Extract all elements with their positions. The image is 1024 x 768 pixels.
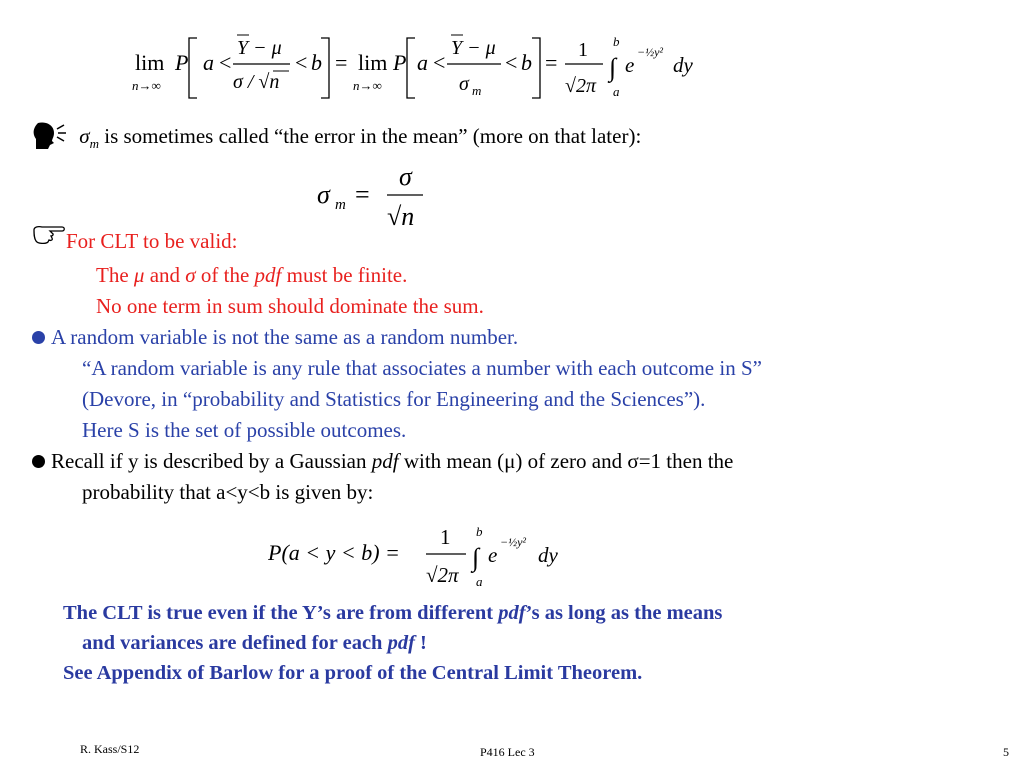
here-s-line: Here S is the set of possible outcomes. bbox=[82, 418, 407, 442]
finite-mu: μ bbox=[133, 263, 145, 287]
recall-mu: μ bbox=[504, 449, 516, 473]
lim-subscript-2: n→∞ bbox=[353, 78, 382, 93]
clt-true-post: ’s as long as the means bbox=[525, 602, 723, 624]
pointing-hand-icon bbox=[32, 224, 66, 244]
finite-post: must be finite. bbox=[281, 263, 408, 287]
recall-line bbox=[32, 449, 733, 474]
recall-line-2: probability that a<y<b is given by: bbox=[82, 480, 374, 504]
sigma-symbol: σ bbox=[79, 124, 90, 148]
clt-true-line bbox=[63, 602, 722, 625]
gp-int-upper: b bbox=[476, 524, 483, 539]
finite-of: of the bbox=[195, 263, 255, 287]
a-var-2: a bbox=[417, 50, 428, 75]
recall-post: =1 then the bbox=[638, 449, 734, 473]
frac-sqrt2pi: √2π bbox=[565, 75, 596, 97]
recall-pdf: pdf bbox=[371, 449, 399, 473]
int-lower: a bbox=[613, 84, 620, 99]
finite-sigma: σ bbox=[185, 263, 196, 287]
clt-true-line-2 bbox=[82, 632, 427, 655]
integral-sign: ∫ bbox=[609, 53, 617, 82]
random-var-text: A random variable is not the same as a random number. bbox=[51, 325, 519, 349]
int-upper: b bbox=[613, 34, 620, 49]
num-expr-2: Y − μ bbox=[451, 37, 496, 59]
bullet-dot-black bbox=[32, 455, 45, 468]
b-var-2: b bbox=[521, 50, 532, 75]
footer-center: P416 Lec 3 bbox=[480, 745, 535, 759]
recall-sigma: σ bbox=[627, 449, 639, 473]
sigma-lhs-sub: m bbox=[335, 197, 346, 213]
frac-one: 1 bbox=[578, 39, 588, 61]
exponent: −½y² bbox=[637, 45, 664, 59]
sigma-num: σ bbox=[399, 163, 412, 191]
recall-pre: Recall if y is described by a Gaussian bbox=[51, 449, 372, 473]
prob-P: P bbox=[175, 50, 189, 75]
quote-line-1: “A random variable is any rule that associates a number with each outcome in S” bbox=[82, 356, 762, 380]
dy-term: dy bbox=[673, 53, 693, 77]
finite-line bbox=[96, 263, 407, 288]
clt-limit-equation bbox=[125, 32, 705, 104]
gp-integral-sign: ∫ bbox=[472, 543, 480, 572]
gp-frac-one: 1 bbox=[440, 525, 451, 549]
b-var: b bbox=[311, 50, 322, 75]
bullet-dot bbox=[32, 331, 45, 344]
clt-valid-line bbox=[32, 228, 238, 254]
equals-sign: = bbox=[335, 50, 348, 75]
eq-sign: = bbox=[355, 180, 370, 209]
a-var: a bbox=[203, 50, 214, 75]
sigma-subscript: m bbox=[89, 136, 99, 152]
recall-mid: with mean ( bbox=[398, 449, 505, 473]
footer-right: 5 bbox=[1003, 745, 1009, 759]
finite-and: and bbox=[144, 263, 186, 287]
sigma-m-equation bbox=[315, 163, 435, 233]
gp-int-lower: a bbox=[476, 574, 483, 589]
clt-valid-text: For CLT to be valid: bbox=[66, 229, 238, 253]
den-expr: σ / √n bbox=[233, 71, 280, 93]
lim-subscript: n→∞ bbox=[132, 78, 161, 93]
prob-lhs: P(a < y < b) = bbox=[268, 540, 400, 565]
appendix-line: See Appendix of Barlow for a proof of the Central Limit Theorem. bbox=[63, 662, 643, 684]
den-sigma-sub: m bbox=[472, 83, 482, 98]
num-expr: Y − μ bbox=[237, 37, 282, 59]
lim-label: lim bbox=[135, 50, 165, 75]
quote-line-2: (Devore, in “probability and Statistics for Engineering and the Sciences”). bbox=[82, 387, 706, 411]
gp-exp-e: e bbox=[488, 543, 498, 567]
clt-true-pre: The CLT is true even if the Y’s are from different bbox=[63, 602, 499, 624]
lt-sign-3: < bbox=[433, 50, 446, 75]
den-sigma: σ bbox=[459, 73, 469, 95]
gp-frac-sqrt2pi: √2π bbox=[426, 563, 459, 587]
gp-exponent: −½y² bbox=[500, 535, 527, 549]
gp-dy: dy bbox=[538, 543, 558, 567]
sigma-m-line bbox=[32, 115, 641, 152]
finite-pdf: pdf bbox=[254, 263, 282, 287]
clt-true2-post: ! bbox=[414, 632, 427, 654]
lim-label-2: lim bbox=[358, 50, 388, 75]
dominate-line: No one term in sum should dominate the sum. bbox=[96, 294, 484, 318]
speaker-icon bbox=[32, 121, 74, 149]
gaussian-prob-equation bbox=[268, 518, 578, 590]
sigma-text: is sometimes called “the error in the mean” (more on that later): bbox=[99, 124, 642, 148]
prob-P-2: P bbox=[393, 50, 407, 75]
recall-mid2: ) of zero and bbox=[515, 449, 628, 473]
footer-left: R. Kass/S12 bbox=[80, 742, 140, 756]
exp-e: e bbox=[625, 53, 635, 77]
equals-sign-2: = bbox=[545, 50, 558, 75]
random-var-line bbox=[32, 325, 518, 350]
lt-sign-4: < bbox=[505, 50, 518, 75]
sqrt-n: √n bbox=[387, 202, 415, 231]
clt-true-pdf: pdf bbox=[498, 602, 526, 624]
clt-true2-pdf: pdf bbox=[387, 632, 415, 654]
finite-pre: The bbox=[96, 263, 134, 287]
clt-true2-pre: and variances are defined for each bbox=[82, 632, 388, 654]
sigma-lhs: σ bbox=[317, 180, 330, 209]
lt-sign-2: < bbox=[295, 50, 308, 75]
lt-sign: < bbox=[219, 50, 232, 75]
